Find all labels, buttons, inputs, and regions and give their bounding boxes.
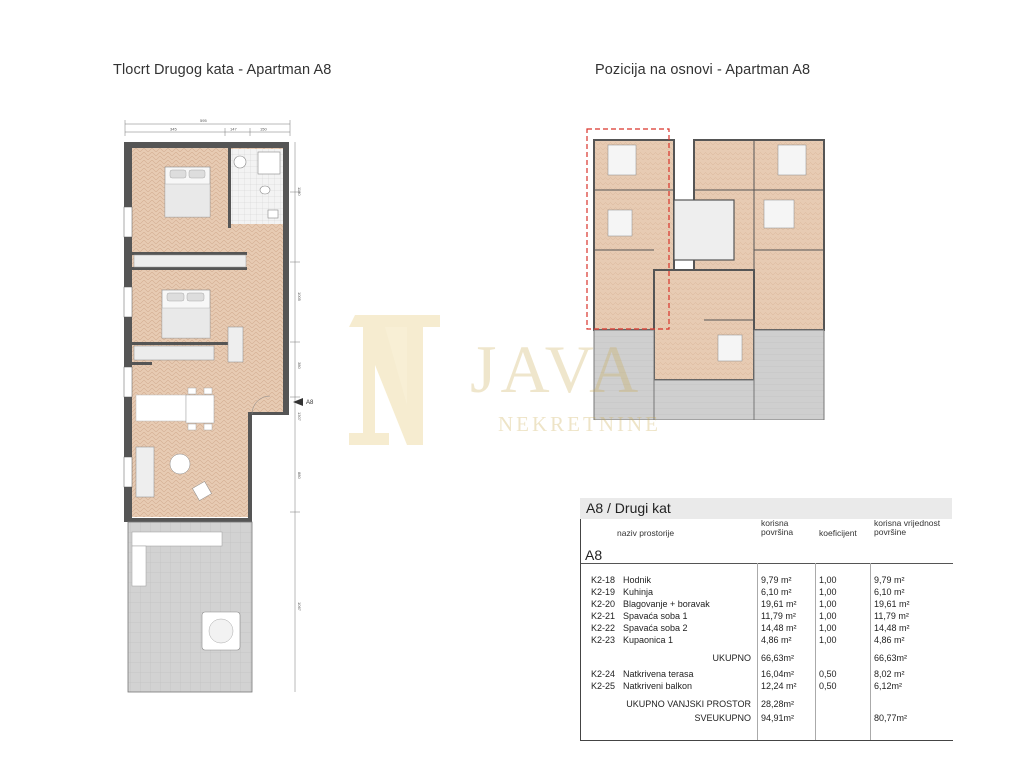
subtotal-area: 66,63m²	[761, 653, 795, 663]
wardrobe	[134, 255, 246, 267]
terrace-sofa	[132, 546, 146, 586]
col-header-total-line1: korisna vrijednost	[874, 518, 941, 528]
subtotal-label: UKUPNO	[712, 653, 751, 663]
table-row	[581, 587, 953, 597]
row-name: Spavaća soba 2	[623, 623, 688, 633]
grand-total-row	[581, 713, 953, 723]
floor-plan-title: Tlocrt Drugog kata - Apartman A8	[113, 62, 332, 78]
row-name: Natkrivena terasa	[623, 669, 694, 679]
row-name: Spavaća soba 1	[623, 611, 688, 621]
row-code: K2-18	[591, 575, 616, 585]
row-area: 16,04m²	[761, 669, 795, 679]
table-row	[581, 635, 953, 645]
row-area: 6,10 m²	[761, 587, 792, 597]
row-area: 14,48 m²	[761, 623, 797, 633]
outdoor-total-row	[581, 699, 953, 709]
dim-side-6: 1067	[297, 602, 302, 611]
row-area: 11,79 m²	[761, 611, 796, 621]
dim-side-2: 1005	[297, 292, 302, 301]
row-name: Blagovanje + boravak	[623, 599, 710, 609]
subtotal-total: 66,63m²	[874, 653, 908, 663]
dim-side-4: 1307	[297, 412, 302, 421]
kitchen-counter	[134, 346, 214, 360]
grand-total-area: 94,91m²	[761, 713, 795, 723]
col-header-area	[761, 519, 793, 537]
row-code: K2-24	[591, 669, 616, 679]
row-area: 9,79 m²	[761, 575, 792, 585]
table-row	[581, 623, 953, 633]
watermark-subtitle-text: NEKRETNINE	[498, 412, 661, 436]
row-total: 19,61 m²	[874, 599, 910, 609]
row-total: 14,48 m²	[874, 623, 910, 633]
row-coef: 0,50	[819, 681, 837, 691]
col-header-coef: koeficijent	[819, 528, 857, 538]
row-coef: 1,00	[819, 599, 837, 609]
dim-top-left: 345	[170, 126, 177, 132]
dim-side-3: 380	[297, 362, 302, 369]
terrace-floor	[128, 522, 252, 692]
col-header-total	[874, 519, 940, 537]
apartment-marker-arrow	[293, 398, 303, 406]
row-code: K2-23	[591, 635, 616, 645]
subtotal-row	[581, 653, 953, 663]
table-row	[581, 669, 953, 679]
row-total: 8,02 m²	[874, 669, 905, 679]
dim-side-1: 1180	[297, 187, 302, 196]
table-row	[581, 575, 953, 585]
bed-2	[162, 290, 210, 338]
table-row	[581, 599, 953, 609]
row-name: Kupaonica 1	[623, 635, 674, 645]
dim-top-right: 150	[260, 126, 267, 132]
dim-side-5: 880	[297, 472, 302, 479]
kitchen-column	[228, 327, 243, 362]
col-header-room: naziv prostorije	[617, 528, 675, 538]
row-area: 19,61 m²	[761, 599, 797, 609]
grand-total-value: 80,77m²	[874, 713, 908, 723]
row-area: 4,86 m²	[761, 635, 792, 645]
row-coef: 0,50	[819, 669, 837, 679]
table-body	[580, 519, 953, 741]
row-code: K2-20	[591, 599, 616, 609]
hallway-gap	[250, 412, 285, 517]
row-code: K2-19	[591, 587, 616, 597]
kitchen-island	[136, 395, 186, 421]
row-total: 11,79 m²	[874, 611, 909, 621]
dim-top-mid: 147	[230, 126, 237, 132]
dining-table	[186, 395, 214, 423]
row-area: 12,24 m²	[761, 681, 797, 691]
stairwell	[674, 200, 734, 260]
row-name: Kuhinja	[623, 587, 654, 597]
terrace-lounge	[132, 532, 222, 546]
entry-corridor	[250, 392, 285, 412]
row-name: Hodnik	[623, 575, 652, 585]
watermark-brand-text: JAVA	[470, 331, 643, 407]
row-coef: 1,00	[819, 611, 837, 621]
outdoor-total-label: UKUPNO VANJSKI PROSTOR	[626, 699, 751, 709]
apartment-marker-label: A8	[306, 400, 314, 406]
table-header-rule	[581, 563, 953, 564]
table-title: A8 / Drugi kat	[580, 498, 952, 519]
row-total: 6,10 m²	[874, 587, 905, 597]
col-header-total-line2: površine	[874, 527, 907, 537]
col-header-area-line2: površina	[761, 527, 794, 537]
row-coef: 1,00	[819, 575, 837, 585]
row-code: K2-22	[591, 623, 616, 633]
sofa	[136, 447, 154, 497]
row-coef: 1,00	[819, 623, 837, 633]
floor-plan-drawing	[100, 112, 340, 712]
grand-total-label: SVEUKUPNO	[694, 713, 751, 723]
dim-top-total: 595	[200, 118, 207, 123]
table-row	[581, 611, 953, 621]
hot-tub-basin	[209, 619, 233, 643]
table-row	[581, 681, 953, 691]
col-header-area-line1: korisna	[761, 518, 789, 528]
row-name: Natkriveni balkon	[623, 681, 693, 691]
row-code: K2-25	[591, 681, 616, 691]
terrace-right	[754, 330, 824, 420]
row-total: 6,12m²	[874, 681, 903, 691]
coffee-table	[170, 454, 190, 474]
row-total: 9,79 m²	[874, 575, 905, 585]
row-code: K2-21	[591, 611, 616, 621]
row-total: 4,86 m²	[874, 635, 905, 645]
bed-1	[165, 167, 210, 217]
position-plan-title: Pozicija na osnovi - Apartman A8	[595, 62, 811, 78]
area-table	[580, 498, 952, 741]
row-coef: 1,00	[819, 635, 837, 645]
table-apartment-code: A8	[585, 547, 603, 563]
outdoor-total-area: 28,28m²	[761, 699, 795, 709]
row-coef: 1,00	[819, 587, 837, 597]
